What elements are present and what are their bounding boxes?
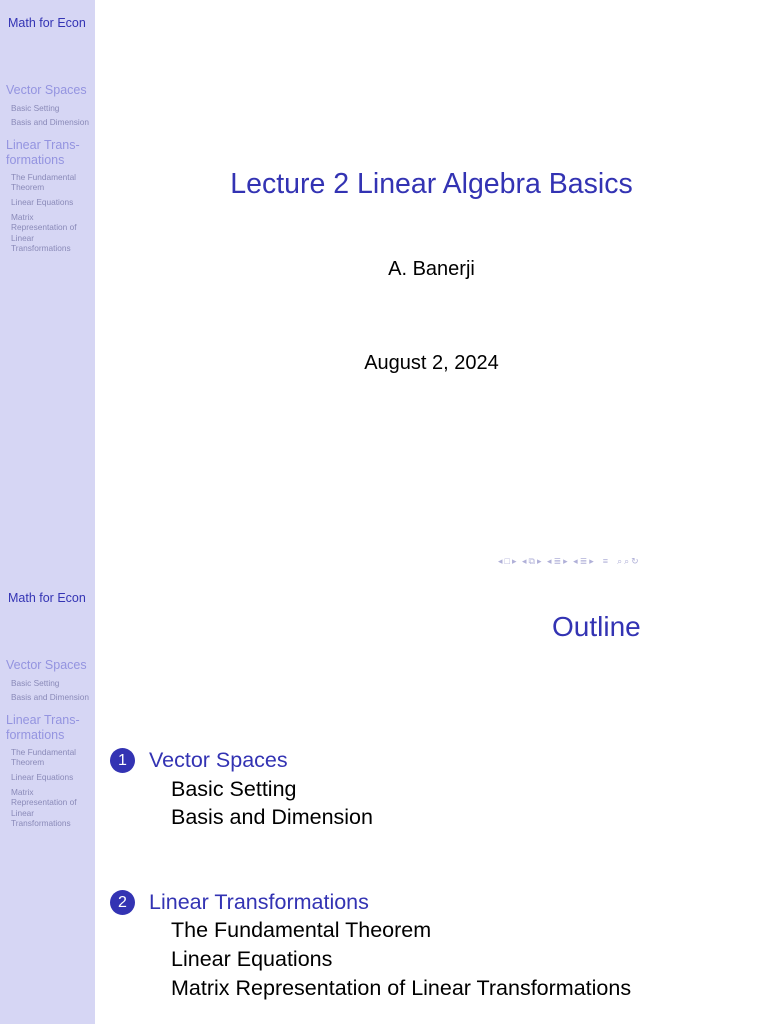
section-icon[interactable]: ≣ [553, 556, 563, 566]
arrow-right-icon[interactable]: ▸ [589, 556, 595, 566]
toc-subsection-fundamental-theorem[interactable]: The Fundamental Theorem [171, 918, 432, 942]
sidebar-subsection-fundamental-theorem[interactable]: The Fundamental Theorem [11, 172, 77, 193]
list-icon[interactable]: ≣ [579, 556, 589, 566]
subsection-icon[interactable]: ⧉ [528, 556, 536, 566]
toc-section-linear-transformations[interactable] [110, 890, 369, 915]
arrow-left-icon[interactable]: ◂ [498, 556, 504, 566]
navigation-bar [498, 556, 641, 567]
arrow-right-icon[interactable]: ▸ [511, 556, 518, 566]
sidebar-subsection-fundamental-theorem[interactable]: The Fundamental Theorem [11, 747, 77, 768]
frame-title: Outline [552, 611, 641, 642]
section-number-badge: 2 [110, 890, 135, 915]
sidebar-subsection-basis-dimension[interactable]: Basis and Dimension [11, 117, 89, 127]
toc-section-label: Vector Spaces [149, 748, 288, 772]
arrow-left-icon[interactable]: ◂ [547, 556, 553, 566]
sidebar-title[interactable]: Math for Econ [8, 16, 86, 30]
search-icon[interactable]: ⌕ [624, 556, 631, 566]
sidebar-title[interactable]: Math for Econ [8, 591, 86, 605]
arrow-left-icon[interactable]: ◂ [522, 556, 528, 566]
align-icon[interactable]: ≡ [602, 556, 610, 566]
search-icon[interactable]: ⌕ [617, 556, 624, 566]
toc-section-vector-spaces[interactable] [110, 748, 288, 773]
undo-icon[interactable]: ↻ [631, 556, 640, 566]
arrow-left-icon[interactable]: ◂ [573, 556, 579, 566]
sidebar [0, 0, 95, 575]
sidebar-subsection-linear-equations[interactable]: Linear Equations [11, 772, 74, 782]
toc-section-label: Linear Transformations [149, 890, 369, 914]
slide-title: Lecture 2 Linear Algebra Basics [230, 168, 633, 200]
arrow-right-icon[interactable]: ▸ [563, 556, 569, 566]
sidebar-subsection-basis-dimension[interactable]: Basis and Dimension [11, 692, 89, 702]
section-number-badge: 1 [110, 748, 135, 773]
sidebar-subsection-matrix-representation[interactable]: Matrix Representation of Linear Transformations [11, 787, 77, 829]
toc-subsection-matrix-representation[interactable]: Matrix Representation of Linear Transformations [171, 976, 632, 1000]
frame-icon[interactable]: □ [504, 556, 511, 566]
toc-subsection-linear-equations[interactable]: Linear Equations [171, 947, 333, 971]
sidebar-section-vector-spaces[interactable]: Vector Spaces [6, 83, 87, 97]
sidebar-subsection-linear-equations[interactable]: Linear Equations [11, 197, 74, 207]
sidebar-subsection-basic-setting[interactable]: Basic Setting [11, 678, 60, 688]
arrow-right-icon[interactable]: ▸ [536, 556, 543, 566]
toc-subsection-basis-dimension[interactable]: Basis and Dimension [171, 805, 373, 829]
sidebar [0, 575, 95, 1024]
author: A. Banerji [388, 258, 475, 280]
outline-slide [0, 575, 768, 1024]
toc-subsection-basic-setting[interactable]: Basic Setting [171, 777, 297, 801]
sidebar-section-linear-transformations[interactable]: Linear Trans-formations [6, 138, 80, 167]
sidebar-subsection-matrix-representation[interactable]: Matrix Representation of Linear Transformations [11, 212, 77, 254]
sidebar-section-vector-spaces[interactable]: Vector Spaces [6, 658, 87, 672]
sidebar-subsection-basic-setting[interactable]: Basic Setting [11, 103, 60, 113]
date: August 2, 2024 [364, 352, 499, 374]
sidebar-section-linear-transformations[interactable]: Linear Trans-formations [6, 713, 80, 742]
